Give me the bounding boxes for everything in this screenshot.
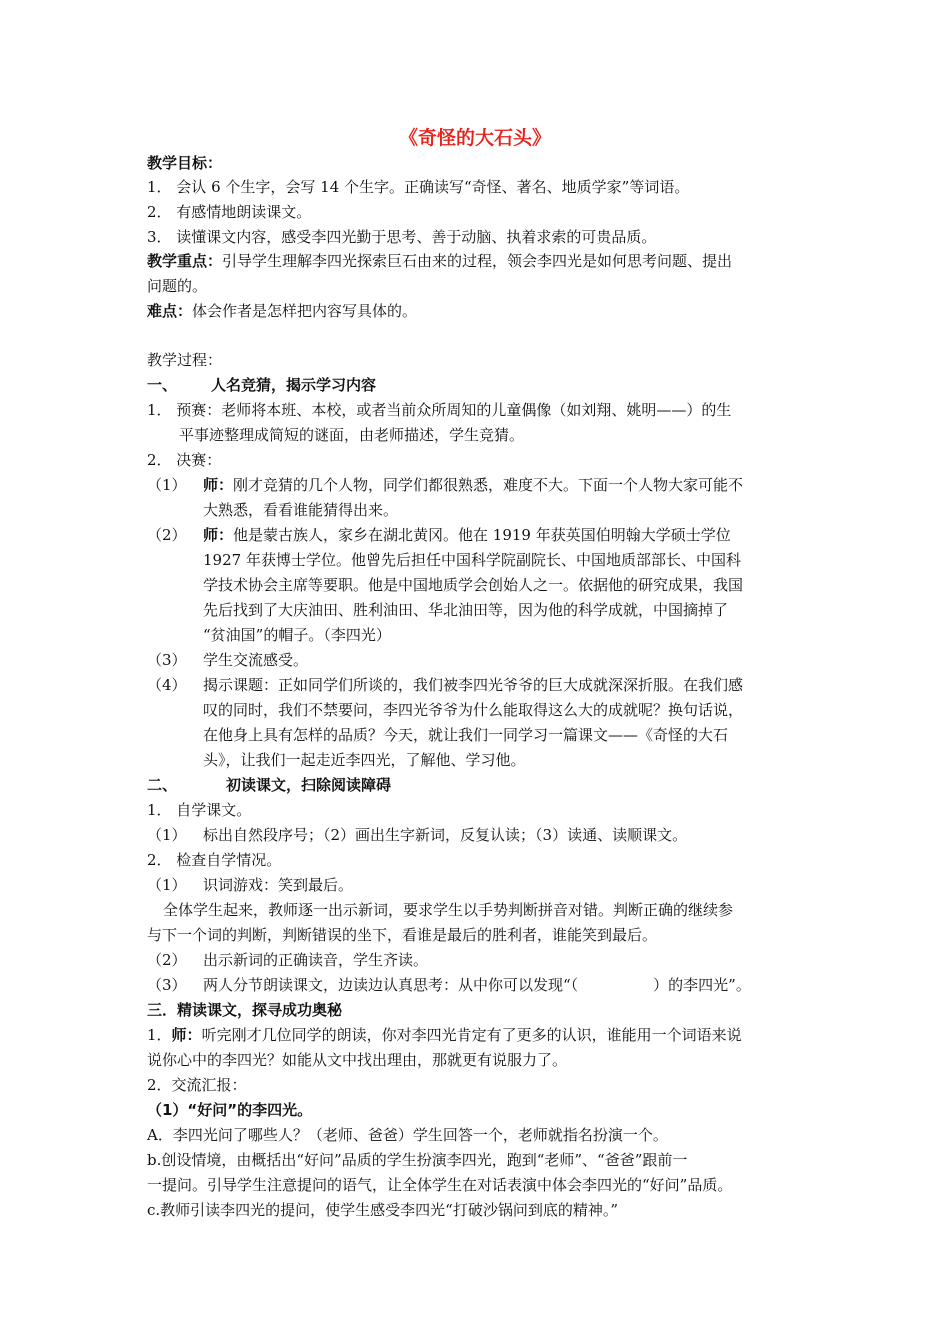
objective-item: 3． 读懂课文内容，感受李四光勤于思考、善于动脑、执着求索的可贵品质。 [147, 228, 657, 246]
difficulty-text: 体会作者是怎样把内容写具体的。 [192, 302, 418, 320]
difficulty-label: 难点： [147, 302, 193, 320]
sub-line: 叹的同时，我们不禁要问，李四光爷爷为什么能取得这么大的成就呢？换句话说， [203, 701, 744, 719]
sub-line: 刚才竞猜的几个人物，同学们都很熟悉，难度不大。下面一个人物大家可能不 [233, 476, 744, 494]
section1-item1-continued: 平事迹整理成简短的谜面，由老师描述，学生竞猜。 [179, 426, 525, 444]
process-heading: 教学过程： [147, 351, 223, 369]
sub-line: 先后找到了大庆油田、胜利油田、华北油田等，因为他的科学成就，中国摘掉了 [203, 601, 729, 619]
sub-text: 出示新词的正确读音，学生齐读。 [203, 951, 429, 969]
section1-number: 一、 [147, 376, 178, 394]
section2-number: 二、 [147, 776, 178, 794]
point-c: c.教师引读李四光的提问，使学生感受李四光“打破沙锅问到底的精神。” [147, 1201, 619, 1219]
teacher-label: 师： [171, 1026, 202, 1044]
point-b-continued: 一提问。引导学生注意提问的语气，让全体学生在对话表演中体会李四光的“好问”品质。 [147, 1176, 733, 1194]
sub-number: （3） [147, 976, 187, 994]
section1-title: 人名竞猜，揭示学习内容 [211, 376, 377, 394]
subsection-title: （1）“好问”的李四光。 [147, 1101, 313, 1119]
sub-line: 他是蒙古族人，家乡在湖北黄冈。他在 1919 年获英国伯明翰大学硕士学位 [233, 526, 731, 544]
section2-item2: 2． 检查自学情况。 [147, 851, 282, 869]
objective-item: 2． 有感情地朗读课文。 [147, 203, 312, 221]
sub-line: 揭示课题：正如同学们所谈的，我们被李四光爷爷的巨大成就深深折服。在我们感 [203, 676, 744, 694]
sub-line: 在他身上具有怎样的品质？今天，就让我们一同学习一篇课文——《奇怪的大石 [203, 726, 729, 744]
sub-line: 1927 年获博士学位。他曾先后担任中国科学院副院长、中国地质部部长、中国科 [203, 551, 741, 569]
difficulty [147, 300, 417, 322]
teacher-label: 师： [203, 526, 234, 544]
item-line: 听完刚才几位同学的朗读，你对李四光肯定有了更多的认识，谁能用一个词语来说 [201, 1026, 742, 1044]
sub-number: （1） [147, 876, 187, 894]
section3-item2: 2．交流汇报： [147, 1076, 247, 1094]
sub-text [203, 474, 743, 496]
sub-number: （2） [147, 951, 187, 969]
sub-line: 大熟悉，看看谁能猜得出来。 [203, 501, 399, 519]
section3-title: 三．精读课文，探寻成功奥秘 [147, 1001, 343, 1019]
sub-number: （1） [147, 476, 187, 494]
key-point [147, 250, 732, 272]
sub-text: 标出自然段序号；（2）画出生字新词，反复认读；（3）读通、读顺课文。 [203, 826, 688, 844]
sub-text: 识词游戏：笑到最后。 [203, 876, 354, 894]
objective-item: 1． 会认 6 个生字，会写 14 个生字。正确读写“奇怪、著名、地质学家”等词语。 [147, 178, 690, 196]
point-a: A．李四光问了哪些人？（老师、爸爸）学生回答一个，老师就指名扮演一个。 [147, 1126, 668, 1144]
sub-number: （3） [147, 651, 187, 669]
section1-item1: 1． 预赛：老师将本班、本校，或者当前众所周知的儿童偶像（如刘翔、姚明——）的生 [147, 401, 732, 419]
section2-item1: 1． 自学课文。 [147, 801, 252, 819]
section1-item2: 2． 决赛： [147, 451, 222, 469]
document-title: 《奇怪的大石头》 [398, 127, 551, 149]
sub-text [203, 524, 731, 546]
sub-text: 学生交流感受。 [203, 651, 309, 669]
item-line: 说你心中的李四光？如能从文中找出理由，那就更有说服力了。 [147, 1051, 568, 1069]
paragraph-line: 与下一个词的判断，判断错误的坐下，看谁是最后的胜利者，谁能笑到最后。 [147, 926, 658, 944]
objectives-heading: 教学目标： [147, 154, 223, 172]
paragraph-line: 全体学生起来，教师逐一出示新词，要求学生以手势判断拼音对错。判断正确的继续参 [163, 901, 734, 919]
teacher-label: 师： [203, 476, 234, 494]
key-point-text: 引导学生理解李四光探索巨石由来的过程，领会李四光是如何思考问题、提出 [222, 252, 733, 270]
section3-item1 [147, 1024, 742, 1046]
point-b: b.创设情境，由概括出“好问”品质的学生扮演李四光，跑到“老师”、“爸爸”跟前一 [147, 1151, 688, 1169]
sub-line: 头》，让我们一起走近李四光，了解他、学习他。 [203, 751, 526, 769]
section2-title: 初读课文，扫除阅读障碍 [226, 776, 392, 794]
sub-line: “贫油国”的帽子。（李四光） [203, 626, 391, 644]
sub-text: 两人分节朗读课文，边读边认真思考：从中你可以发现“（ ）的李四光”。 [203, 976, 751, 994]
key-point-continued: 问题的。 [147, 277, 208, 295]
sub-number: （2） [147, 526, 187, 544]
key-point-label: 教学重点： [147, 252, 223, 270]
sub-line: 学技术协会主席等要职。他是中国地质学会创始人之一。依据他的研究成果，我国 [203, 576, 744, 594]
sub-number: （4） [147, 676, 187, 694]
item-number: 1． [147, 1026, 172, 1044]
sub-number: （1） [147, 826, 187, 844]
